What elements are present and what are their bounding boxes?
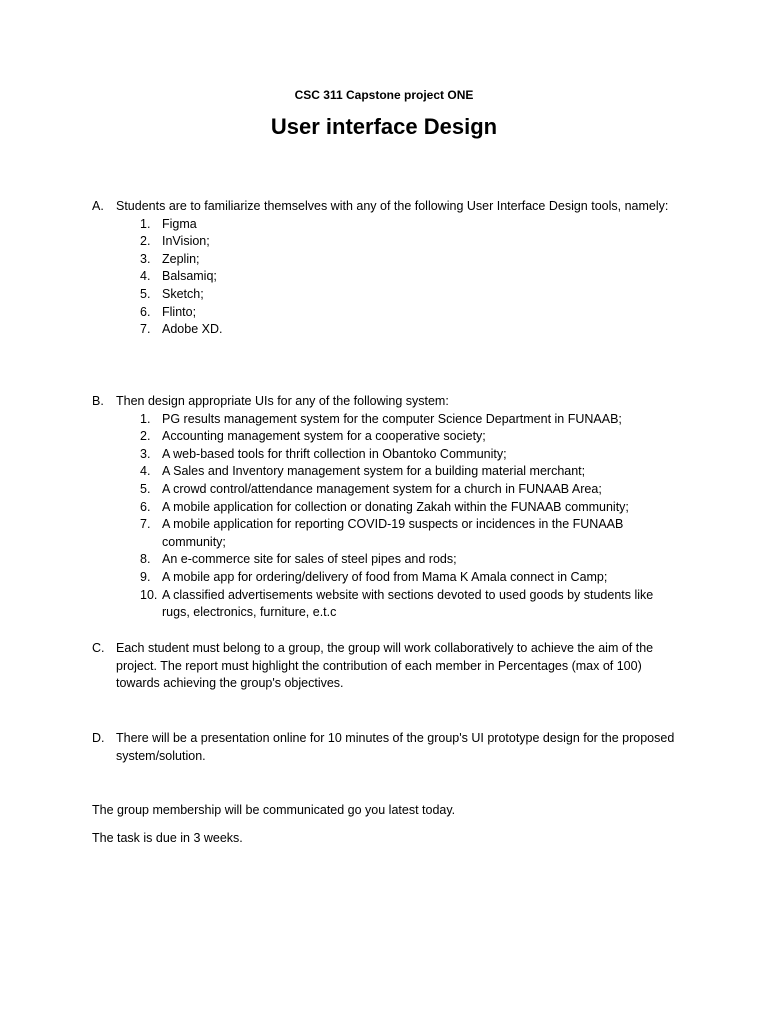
section-c-text: Each student must belong to a group, the group will work collaboratively to achieve the aim of the project. The report must highlight the contribution of each member in Percentages (max of 100) towards achieving the group's objectives. — [116, 641, 654, 691]
list-item-text: A crowd control/attendance management system for a church in FUNAAB Area; — [162, 481, 602, 496]
list-item-text: Sketch; — [162, 286, 204, 301]
due-date-note: The task is due in 3 weeks. — [92, 831, 243, 845]
section-d-letter: D. — [92, 731, 105, 745]
list-item-text: InVision; — [162, 234, 210, 249]
list-item-text: Accounting management system for a cooperative society; — [162, 429, 486, 444]
list-item-text: Zeplin; — [162, 251, 200, 266]
list-item-number: 1. — [140, 411, 151, 426]
list-item — [116, 587, 682, 622]
list-item-text: Flinto; — [162, 304, 197, 319]
section-d — [92, 730, 682, 765]
list-item — [116, 516, 682, 551]
list-item-text: Adobe XD. — [162, 322, 223, 337]
list-item-text: A Sales and Inventory management system for a building material merchant; — [162, 464, 586, 479]
list-item-number: 9. — [140, 569, 151, 584]
section-a-letter: A. — [92, 199, 104, 213]
list-item-number: 10. — [140, 587, 158, 602]
list-item-number: 3. — [140, 446, 151, 461]
document-title: User interface Design — [270, 114, 498, 139]
list-item-number: 8. — [140, 552, 151, 567]
list-item-text: A classified advertisements website with sections devoted to used goods by students like rugs, electronics, furniture, e.t.c — [162, 587, 654, 620]
section-a-tools-list — [116, 216, 682, 339]
list-item — [116, 499, 682, 517]
list-item — [116, 321, 682, 339]
list-item-text: A mobile application for collection or donating Zakah within the FUNAAB community; — [162, 499, 629, 514]
list-item — [116, 216, 682, 234]
list-item — [116, 428, 682, 446]
section-c — [92, 640, 682, 693]
list-item-number: 6. — [140, 304, 151, 319]
list-item-text: PG results management system for the computer Science Department in FUNAAB; — [162, 411, 622, 426]
list-item — [116, 481, 682, 499]
list-item — [116, 251, 682, 269]
list-item-text: A mobile app for ordering/delivery of food from Mama K Amala connect in Camp; — [162, 569, 608, 584]
list-item-number: 3. — [140, 251, 151, 266]
list-item — [116, 286, 682, 304]
list-item-text: An e-commerce site for sales of steel pipes and rods; — [162, 552, 457, 567]
list-item-number: 1. — [140, 216, 151, 231]
list-item — [116, 463, 682, 481]
section-c-letter: C. — [92, 641, 105, 655]
list-item — [116, 233, 682, 251]
list-item-number: 7. — [140, 322, 151, 337]
section-b — [92, 393, 682, 622]
list-item — [116, 268, 682, 286]
document-subtitle: CSC 311 Capstone project ONE — [294, 88, 474, 102]
list-item — [116, 304, 682, 322]
list-item-number: 7. — [140, 517, 151, 532]
list-item-number: 4. — [140, 269, 151, 284]
list-item-text: Balsamiq; — [162, 269, 217, 284]
section-d-text: There will be a presentation online for 10 minutes of the group's UI prototype design for the proposed system/solution. — [116, 731, 675, 763]
list-item-number: 2. — [140, 429, 151, 444]
section-a — [92, 198, 682, 339]
list-item-text: A mobile application for reporting COVID-19 suspects or incidences in the FUNAAB community; — [162, 517, 624, 549]
list-item — [116, 569, 682, 587]
list-item — [116, 411, 682, 429]
list-item-text: Figma — [162, 216, 197, 231]
list-item — [116, 551, 682, 569]
list-item-number: 6. — [140, 499, 151, 514]
list-item-text: A web-based tools for thrift collection in Obantoko Community; — [162, 446, 507, 461]
list-item-number: 5. — [140, 286, 151, 301]
section-b-letter: B. — [92, 394, 104, 408]
section-a-text: Students are to familiarize themselves with any of the following User Interface Design tools, namely: — [116, 199, 669, 213]
list-item-number: 4. — [140, 464, 151, 479]
membership-note: The group membership will be communicated go you latest today. — [92, 803, 456, 817]
list-item-number: 2. — [140, 234, 151, 249]
section-b-text: Then design appropriate UIs for any of the following system: — [116, 394, 449, 408]
list-item — [116, 446, 682, 464]
list-item-number: 5. — [140, 481, 151, 496]
section-b-systems-list — [116, 411, 682, 622]
